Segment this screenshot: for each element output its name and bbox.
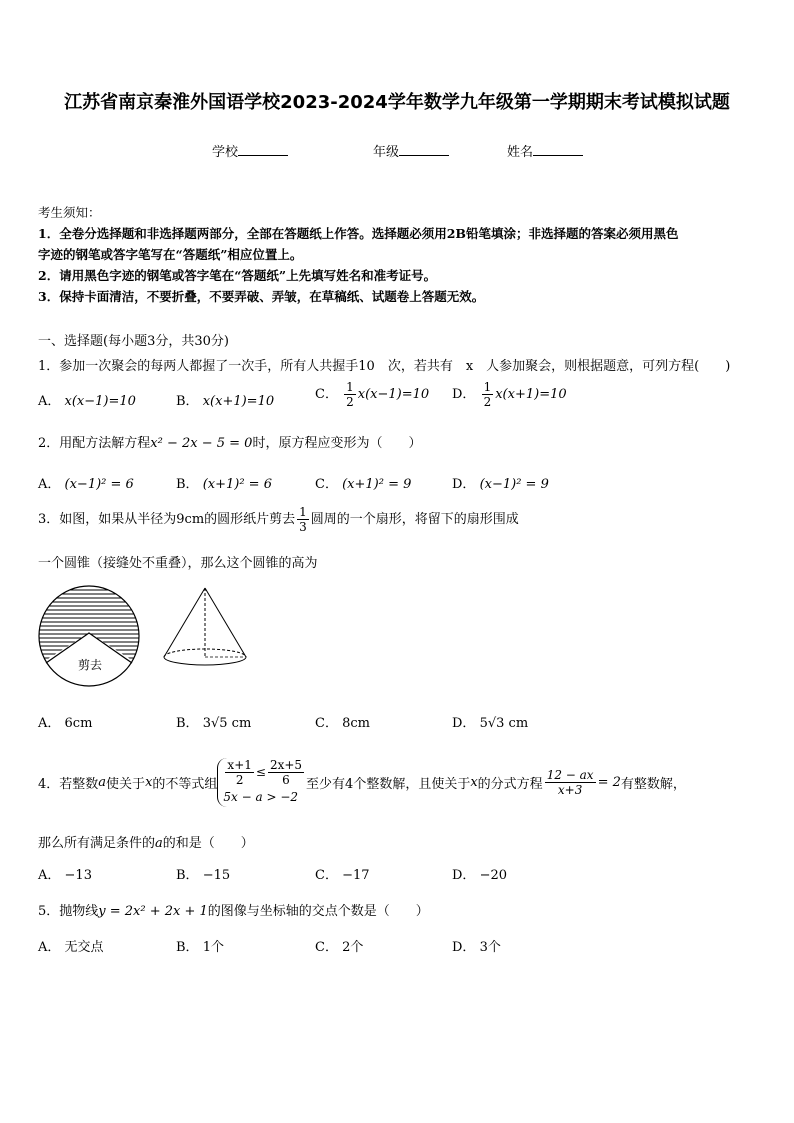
school-label: 学校 — [212, 145, 239, 160]
q3-option-d[interactable]: D． 5√3 cm — [452, 716, 529, 731]
question-4-stem-line2: 那么所有满足条件的a的和是（ ） — [38, 836, 254, 851]
question-5-stem: 5．抛物线y = 2x² + 2x + 1的图像与坐标轴的交点个数是（ ） — [38, 904, 429, 919]
school-field[interactable] — [212, 141, 288, 160]
notice-item: 字迹的钢笔或答字笔写在“答题纸”相应位置上。 — [38, 247, 303, 262]
name-label: 姓名 — [507, 145, 534, 160]
question-4-stem: 4．若整数 a 使关于 x 的不等式组 $\frac{x+1}{2}$ ≤ $\frac{2x+5}{6}$ 5x − a > −2 至少有4个整数解，且使关于 x 的分式方程 $\frac{12 - ax}{x+3}$ = 2 有整数解， — [38, 752, 686, 812]
name-field[interactable] — [507, 141, 583, 160]
q3-option-b[interactable]: B． 3√5 cm — [176, 716, 252, 731]
q2-option-d[interactable]: D． (x−1)² = 9 — [452, 477, 549, 492]
page-title: 江苏省南京秦淮外国语学校2023-2024学年数学九年级第一学期期末考试模拟试题 — [64, 92, 730, 113]
inequality-system: $\frac{x+1}{2}$ ≤ $\frac{2x+5}{6}$ 5x − a > −2 — [217, 758, 306, 807]
q1-option-d[interactable]: D． $\frac{1}{2}$ x(x+1)=10 — [452, 380, 567, 409]
question-3-figure — [38, 585, 268, 705]
question-1-stem: 1．参加一次聚会的每两人都握了一次手，所有人共握手10 次，若共有 x 人参加聚会，则根据题意，可列方程( ) — [38, 359, 731, 374]
section-heading: 一、选择题(每小题3分，共30分) — [38, 334, 229, 349]
q4-option-d[interactable]: D． −20 — [452, 868, 508, 883]
q5-option-a[interactable]: A． 无交点 — [38, 940, 104, 955]
cut-label: 剪去 — [78, 658, 103, 672]
q3-option-c[interactable]: C． 8cm — [315, 716, 370, 731]
q4-option-b[interactable]: B． −15 — [176, 868, 231, 883]
q5-option-c[interactable]: C． 2个 — [315, 940, 364, 955]
q1-option-a[interactable]: A． x(x−1)=10 — [38, 394, 136, 409]
notice-item: 2．请用黑色字迹的钢笔或答字笔在“答题纸”上先填写姓名和准考证号。 — [38, 268, 437, 283]
q2-option-b[interactable]: B． (x+1)² = 6 — [176, 477, 272, 492]
question-3-stem: 3．如图，如果从半径为9cm的圆形纸片剪去 $\frac{1}{3}$ 圆周的一个扇形，将留下的扇形围成 — [38, 505, 519, 534]
grade-field[interactable] — [373, 141, 449, 160]
grade-label: 年级 — [373, 145, 400, 160]
q1-option-b[interactable]: B． x(x+1)=10 — [176, 394, 275, 409]
notice-item: 3．保持卡面清洁，不要折叠，不要弄破、弄皱，在草稿纸、试题卷上答题无效。 — [38, 289, 485, 304]
notice-heading: 考生须知： — [38, 205, 101, 220]
q5-option-b[interactable]: B． 1个 — [176, 940, 224, 955]
question-2-stem: 2．用配方法解方程x² − 2x − 5 = 0时，原方程应变形为（ ） — [38, 436, 422, 451]
question-3-stem-line2: 一个圆锥（接缝处不重叠），那么这个圆锥的高为 — [38, 556, 318, 571]
q1-option-c[interactable]: C． $\frac{1}{2}$ x(x−1)=10 — [315, 380, 430, 409]
cone-figure — [164, 588, 246, 665]
q2-option-c[interactable]: C． (x+1)² = 9 — [315, 477, 412, 492]
q5-option-d[interactable]: D． 3个 — [452, 940, 501, 955]
q2-option-a[interactable]: A． (x−1)² = 6 — [38, 477, 134, 492]
q3-option-a[interactable]: A． 6cm — [38, 716, 93, 731]
q4-option-a[interactable]: A． −13 — [38, 868, 92, 883]
q4-option-c[interactable]: C． −17 — [315, 868, 370, 883]
notice-item: 1．全卷分选择题和非选择题两部分，全部在答题纸上作答。选择题必须用2B铅笔填涂；非选择题的答案必须用黑色 — [38, 226, 679, 241]
